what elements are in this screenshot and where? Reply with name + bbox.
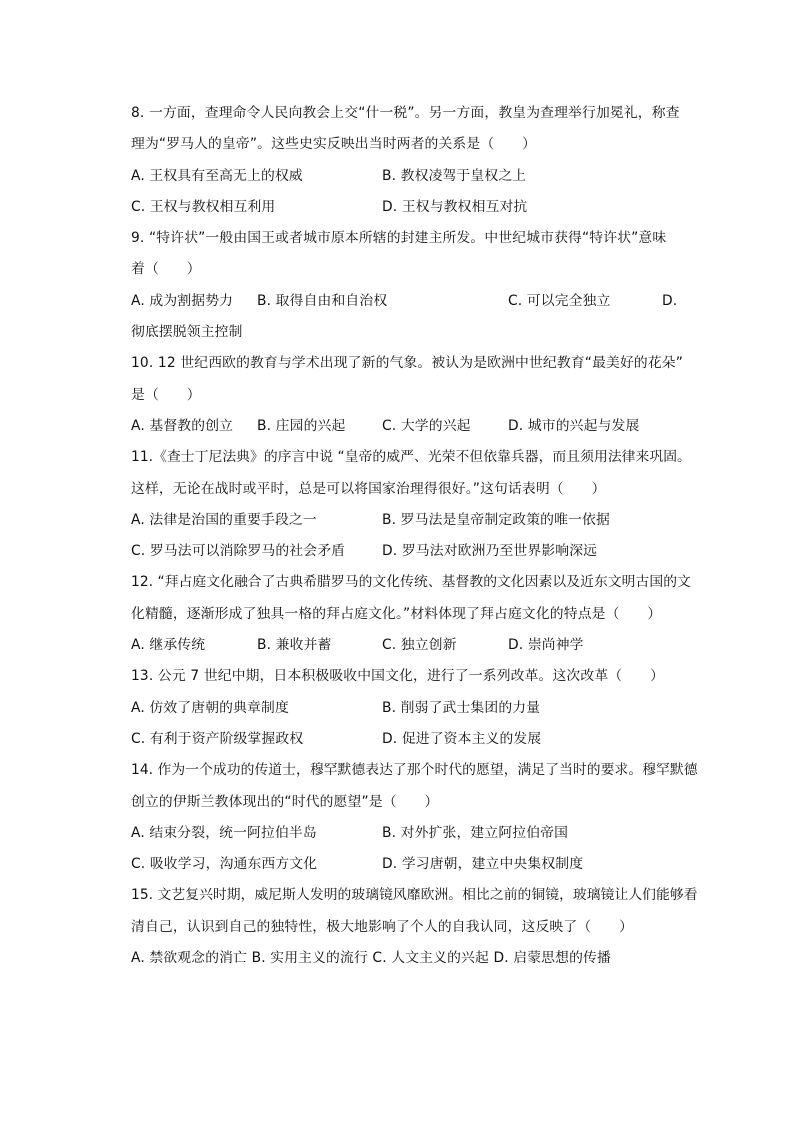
- option-row: [131, 161, 693, 192]
- question-8: [131, 98, 693, 223]
- question-stem-line: 13. 公元 7 世纪中期，日本积极吸收中国文化，进行了一系列改革。这次改革（ ）: [131, 668, 665, 685]
- option-a: A. 成为割据势力: [131, 292, 234, 309]
- option-row: A. 禁欲观念的消亡 B. 实用主义的流行 C. 人文主义的兴起 D. 启蒙思想的传播: [131, 950, 611, 967]
- question-stem-line: 11.《查士丁尼法典》的序言中说 “皇帝的威严、光荣不但依靠兵器，而且须用法律来巩固。: [131, 449, 691, 466]
- option-a: A. 结束分裂，统一阿拉伯半岛: [131, 824, 317, 841]
- option-c: C. 王权与教权相互利用: [131, 198, 276, 215]
- question-stem-line: 9. “特许状”一般由国王或者城市原本所辖的封建主所发。中世纪城市获得“特许状”意味: [131, 230, 667, 247]
- question-14: [131, 755, 698, 880]
- option-c: C. 罗马法可以消除罗马的社会矛盾: [131, 543, 346, 560]
- option-row: [131, 818, 693, 849]
- question-9: [131, 223, 693, 348]
- option-row: [131, 693, 693, 724]
- option-d: D. 城市的兴起与发展: [508, 417, 640, 434]
- option-b: B. 对外扩张，建立阿拉伯帝国: [382, 824, 569, 841]
- option-c: C. 吸收学习，沟通东西方文化: [131, 856, 318, 873]
- option-b: B. 削弱了武士集团的力量: [382, 699, 541, 716]
- option-row: [131, 505, 693, 536]
- question-10: [131, 348, 693, 442]
- option-a: A. 王权具有至高无上的权威: [131, 167, 303, 184]
- question-13: [131, 661, 693, 755]
- option-row: [131, 192, 693, 223]
- question-stem-line: 着（ ）: [131, 261, 201, 278]
- question-stem-line: 清自己，认识到自己的独特性，极大地影响了个人的自我认同，这反映了（ ）: [131, 918, 634, 935]
- question-12: [131, 567, 693, 661]
- option-d: D. 促进了资本主义的发展: [382, 730, 542, 747]
- option-c: C. 有利于资产阶级掌握政权: [131, 730, 304, 747]
- question-stem-line: 8. 一方面，查理命令人民向教会上交“什一税”。另一方面，教皇为查理举行加冕礼，称查: [131, 105, 680, 121]
- option-a: A. 法律是治国的重要手段之一: [131, 511, 317, 528]
- question-stem-line: 创立的伊斯兰教体现出的“时代的愿望”是（ ）: [131, 793, 439, 810]
- question-15: [131, 880, 698, 974]
- question-list: [131, 98, 698, 974]
- option-row: [131, 630, 693, 661]
- option-d: D. 罗马法对欧洲乃至世界影响深远: [382, 543, 598, 560]
- question-stem-line: 化精髓，逐渐形成了独具一格的拜占庭文化。”材料体现了拜占庭文化的特点是（ ）: [131, 605, 662, 622]
- question-stem-line: 14. 作为一个成功的传道士，穆罕默德表达了那个时代的愿望，满足了当时的要求。穆罕默德: [131, 762, 698, 779]
- option-d-continuation: 彻底摆脱领主控制: [131, 324, 243, 341]
- option-a: A. 仿效了唐朝的典章制度: [131, 699, 289, 716]
- option-b: B. 取得自由和自治权: [257, 292, 388, 309]
- option-row: [131, 724, 693, 755]
- question-stem-line: 这样，无论在战时或平时，总是可以将国家治理得很好。”这句话表明（ ）: [131, 480, 606, 497]
- option-c: C. 独立创新: [382, 637, 457, 654]
- option-b: B. 庄园的兴起: [257, 417, 346, 434]
- question-11: [131, 442, 693, 567]
- option-d: D. 学习唐朝，建立中央集权制度: [382, 856, 584, 873]
- option-b: B. 兼收并蓄: [257, 637, 332, 654]
- option-row: [131, 536, 693, 567]
- option-b: B. 罗马法是皇帝制定政策的唯一依据: [382, 511, 610, 528]
- option-row: [131, 411, 693, 442]
- question-stem-line: 12. “拜占庭文化融合了古典希腊罗马的文化传统、基督教的文化因素以及近东文明古国的文: [131, 574, 691, 591]
- option-c: C. 可以完全独立: [508, 292, 611, 309]
- option-a: A. 继承传统: [131, 637, 206, 654]
- option-row: [131, 286, 693, 317]
- option-c: C. 大学的兴起: [382, 417, 471, 434]
- question-stem-line: 是（ ）: [131, 386, 201, 403]
- question-stem-line: 理为“罗马人的皇帝”。这些史实反映出当时两者的关系是（ ）: [131, 136, 537, 153]
- question-stem-line: 10. 12 世纪西欧的教育与学术出现了新的气象。被认为是欧洲中世纪教育“最美好的花朵”: [131, 355, 684, 372]
- option-b: B. 教权凌驾于皇权之上: [382, 167, 527, 184]
- option-d: D.: [662, 292, 678, 309]
- option-d: D. 崇尚神学: [508, 637, 584, 654]
- option-row: [131, 849, 693, 880]
- option-a: A. 基督教的创立: [131, 417, 234, 434]
- question-stem-line: 15. 文艺复兴时期，威尼斯人发明的玻璃镜风靡欧洲。相比之前的铜镜，玻璃镜让人们能够看: [131, 887, 698, 904]
- option-d: D. 王权与教权相互对抗: [382, 198, 528, 215]
